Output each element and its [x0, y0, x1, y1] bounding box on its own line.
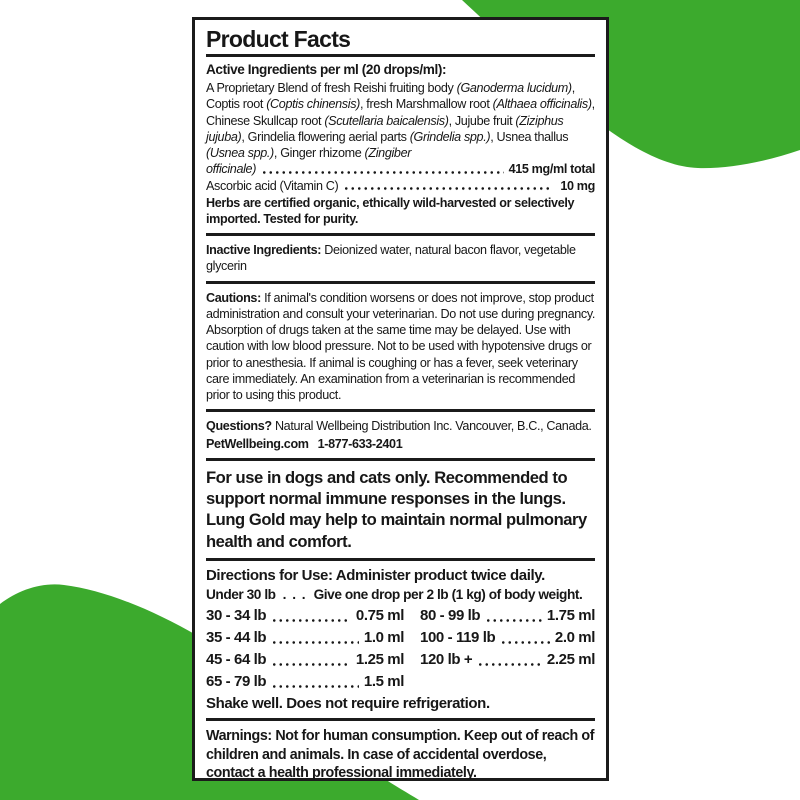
leader-dots	[477, 659, 542, 668]
leader-dots	[271, 615, 351, 624]
blend-text: , Coptis root	[206, 81, 575, 112]
blend-text: , fresh Marshmallow root	[360, 97, 493, 112]
dose-value: 1.5 ml	[363, 672, 404, 690]
dose-range: 30 - 34 lb	[206, 606, 267, 624]
warnings-section	[206, 727, 595, 783]
dose-range: 65 - 79 lb	[206, 672, 267, 690]
section-divider	[206, 458, 595, 461]
leader-dots	[271, 659, 351, 668]
dose-value: 1.25 ml	[355, 650, 404, 668]
panel-title: Product Facts	[206, 26, 351, 52]
ascorbic-acid-label: Ascorbic acid (Vitamin C)	[206, 178, 339, 193]
dose-row	[206, 628, 404, 648]
inactive-ingredients-label: Inactive Ingredients:	[206, 243, 322, 258]
dose-range: 120 lb +	[420, 650, 473, 668]
inactive-ingredients-section	[206, 242, 595, 274]
latin-name: (Ganoderma lucidum)	[456, 81, 572, 96]
dose-value: 2.25 ml	[546, 650, 595, 668]
use-statement: For use in dogs and cats only. Recommended to support normal immune responses in the lungs. Lung Gold may help to maintain normal pulmonary health and comfort.	[206, 467, 587, 551]
product-facts-panel	[192, 17, 609, 781]
under-30lb-label: Under 30 lb	[206, 586, 276, 602]
leader-dots	[500, 637, 550, 646]
latin-name: (Scutellaria baicalensis)	[324, 113, 449, 128]
blend-text: , Usnea thallus	[490, 129, 569, 144]
dose-row	[420, 650, 595, 670]
dose-value: 1.0 ml	[363, 628, 404, 646]
section-divider	[206, 409, 595, 412]
leader-dots	[271, 637, 359, 646]
questions-label: Questions?	[206, 419, 272, 434]
dose-value: 1.75 ml	[546, 606, 595, 624]
dosage-column-left	[206, 606, 404, 692]
blend-text: , Jujube fruit	[448, 113, 516, 128]
active-ingredients-blend	[206, 80, 595, 161]
latin-name: (Zingiber	[364, 146, 412, 161]
dosage-column-right	[420, 606, 595, 692]
cautions-text: If animal's condition worsens or does not improve, stop product administration and consult your veterinarian. Do not use during pregnancy. Absorption of drugs taken at the same time may be delayed. Use with caution with low blood pressure. Not to be used with hypotensive drugs or prior to anesthesia. If animal is coughing or has a fever, seek veterinary care immediately. An examination from a veterinarian is recommended prior to using this product.	[206, 290, 595, 403]
latin-name: (Ziziphus jujuba)	[206, 113, 564, 144]
leader-dots	[261, 168, 504, 177]
leader-dots	[271, 681, 359, 690]
title-rule	[206, 54, 595, 57]
distributor-text: Natural Wellbeing Distribution Inc. Vancouver, B.C., Canada.	[274, 419, 592, 434]
ascorbic-acid-row	[206, 178, 595, 194]
dose-row	[206, 672, 404, 692]
dose-row	[420, 628, 595, 648]
dose-value: 2.0 ml	[554, 628, 595, 646]
blend-total-value: 415 mg/ml total	[508, 162, 595, 177]
section-divider	[206, 233, 595, 236]
dose-range: 35 - 44 lb	[206, 628, 267, 646]
section-divider	[206, 281, 595, 284]
active-ingredients-heading: Active Ingredients per ml (20 drops/ml):	[206, 62, 447, 78]
blend-total-row	[206, 161, 595, 177]
dose-range: 45 - 64 lb	[206, 650, 267, 668]
cautions-label: Cautions:	[206, 290, 261, 305]
directions-heading: Directions for Use: Administer product twice daily.	[206, 566, 545, 584]
leader-dots	[343, 184, 552, 193]
herbs-certification-note: Herbs are certified organic, ethically wild-harvested or selectively imported. Tested for purity.	[206, 195, 575, 226]
dose-range: 100 - 119 lb	[420, 628, 496, 646]
shake-well-note: Shake well. Does not require refrigeration.	[206, 695, 490, 713]
blend-total-prefix: officinale)	[206, 162, 257, 177]
blend-text: , Grindelia flowering aerial parts	[241, 129, 410, 144]
blend-text: , Chinese Skullcap root	[206, 97, 595, 128]
warnings-label: Warnings:	[206, 728, 272, 745]
dose-row	[206, 650, 404, 670]
dose-row	[206, 606, 404, 626]
dosage-table	[206, 606, 595, 692]
latin-name: (Althaea officinalis)	[492, 97, 592, 112]
blend-text: , Ginger rhizome	[273, 146, 365, 161]
dose-range: 80 - 99 lb	[420, 606, 481, 624]
section-divider	[206, 558, 595, 561]
phone-number: 1-877-633-2401	[317, 436, 403, 451]
active-ingredients-section	[206, 62, 595, 227]
warnings-text: Not for human consumption. Keep out of reach of children and animals. In case of accidental overdose, contact a health professional immediately.	[206, 728, 595, 782]
ascorbic-acid-value: 10 mg	[560, 178, 595, 193]
blend-text: A Proprietary Blend of fresh Reishi fruiting body	[206, 81, 457, 96]
latin-name: (Coptis chinensis)	[266, 97, 360, 112]
leader-dots: . . .	[282, 586, 307, 602]
questions-line2	[206, 436, 595, 452]
leader-dots	[485, 615, 542, 624]
inactive-ingredients-text: Deionized water, natural bacon flavor, vegetable glycerin	[206, 243, 576, 274]
website-text: PetWellbeing.com	[206, 436, 309, 451]
section-divider	[206, 718, 595, 721]
dose-value: 0.75 ml	[355, 606, 404, 624]
cautions-section	[206, 290, 595, 404]
questions-line1	[206, 418, 595, 434]
under-30lb-text: Give one drop per 2 lb (1 kg) of body weight.	[313, 586, 583, 602]
latin-name: (Usnea spp.)	[206, 146, 274, 161]
latin-name: (Grindelia spp.)	[409, 129, 491, 144]
questions-section	[206, 418, 595, 451]
under-30lb-row	[206, 587, 595, 602]
dose-row	[420, 606, 595, 626]
directions-section	[206, 567, 595, 713]
